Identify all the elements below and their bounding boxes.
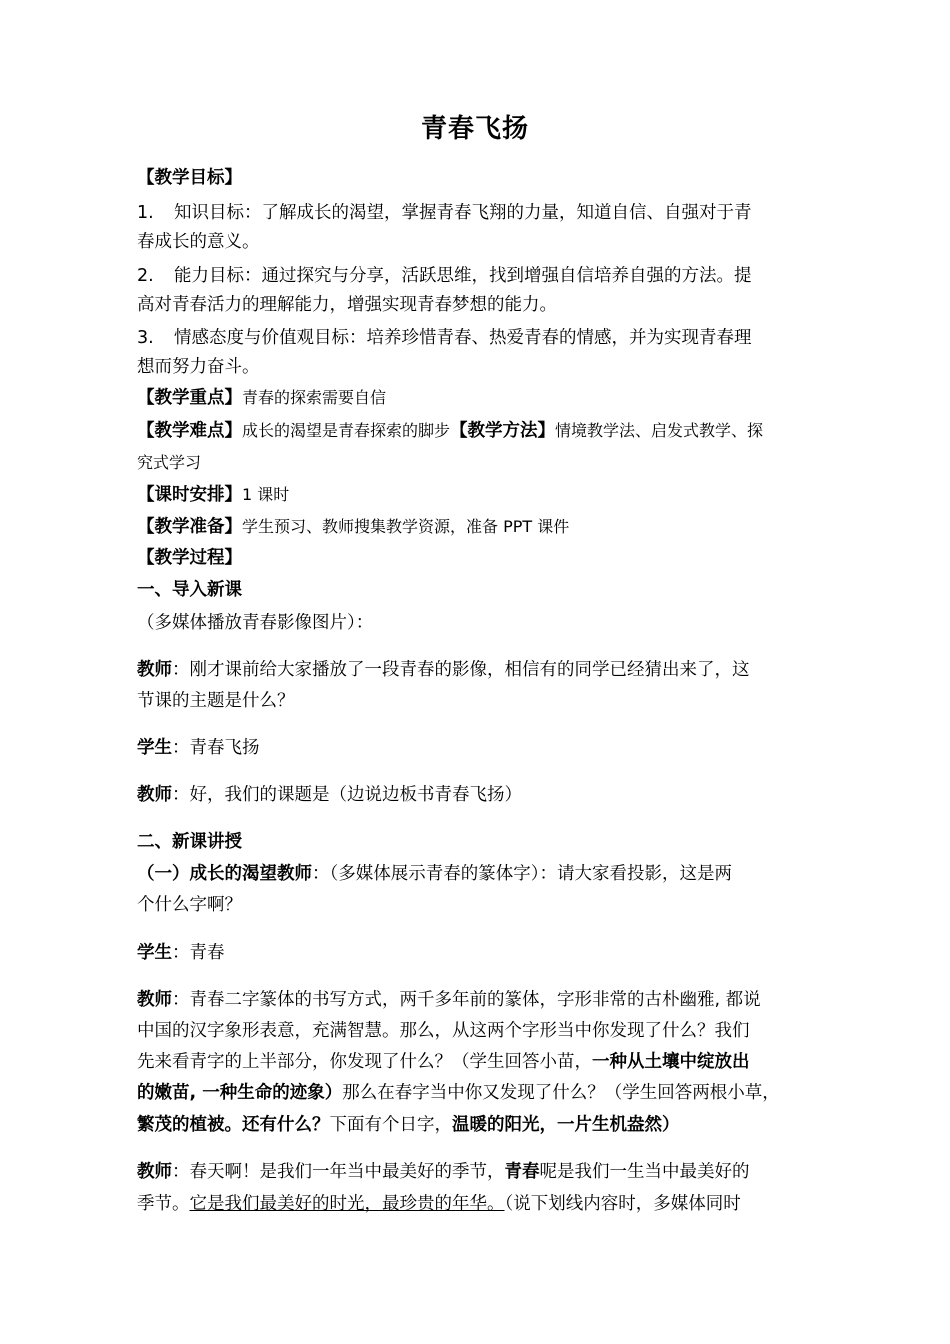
student-line-1 [137, 736, 837, 760]
goal-1 [137, 201, 837, 225]
text-segment: 季节。 [137, 1194, 190, 1214]
difficulty-label: 【教学难点】 [137, 421, 242, 441]
section-teaching-process: 【教学过程】 [137, 548, 242, 568]
teacher-line-2-text: 好，我们的课题是（边说边板书青春飞扬） [189, 785, 522, 805]
student-line-1-text: 青春飞扬 [189, 738, 260, 758]
teacher-line-1 [137, 658, 837, 682]
goal-3-text: 情感态度与价值观目标：培养珍惜青春、热爱青春的情感，并为实现青春理 [174, 328, 752, 348]
colon: ： [172, 785, 190, 805]
text-segment: 下面有个日字， [329, 1115, 452, 1135]
difficulty-text: 成长的渴望是青春探索的脚步 [242, 421, 451, 440]
colon: ： [172, 1162, 190, 1182]
method-label: 【教学方法】 [450, 421, 556, 441]
goal-2-text: 能力目标：通过探究与分享，活跃思维，找到增强自信培养自强的方法。提 [174, 266, 752, 286]
teacher-line-3 [137, 988, 837, 1012]
goal-1-text: 知识目标：了解成长的渴望，掌握青春飞翔的力量，知道自信、自强对于青 [174, 203, 752, 223]
preparation-label: 【教学准备】 [137, 517, 242, 537]
bold-segment: 青春 [504, 1162, 540, 1182]
bold-segment: 温暖的阳光，一片生机盎然） [452, 1115, 680, 1135]
speaker-student: 学生 [137, 738, 172, 758]
teacher-line-3-line-4 [137, 1081, 837, 1105]
speaker-teacher: 教师 [137, 1162, 172, 1182]
goal-3-continued: 想而努力奋斗。 [137, 357, 260, 377]
key-point-text: 青春的探索需要自信 [242, 388, 387, 407]
goal-1-continued: 春成长的意义。 [137, 232, 260, 252]
part-1-heading: 一、导入新课 [137, 580, 242, 600]
subheading-label: （一）成长的渴望教师 [137, 864, 312, 884]
document-title: 青春飞扬 [420, 114, 529, 144]
schedule-label: 【课时安排】 [137, 485, 242, 505]
colon: ： [172, 943, 190, 963]
text-segment: 呢是我们一生当中最美好的 [539, 1162, 750, 1182]
goal-2-continued: 高对青春活力的理解能力，增强实现青春梦想的能力。 [137, 295, 557, 315]
text-segment: 春天啊！是我们一年当中最美好的季节， [189, 1162, 505, 1182]
speaker-student: 学生 [137, 943, 172, 963]
teacher-line-1-text: 刚才课前给大家播放了一段青春的影像，相信有的同学已经猜出来了，这 [189, 660, 750, 680]
teacher-line-2 [137, 783, 837, 807]
colon: ： [172, 990, 190, 1010]
schedule-text: 1 课时 [242, 485, 290, 504]
bold-segment: 繁茂的植被。还有什么？ [137, 1115, 330, 1135]
bold-segment: 一种从土壤中绽放出 [592, 1052, 750, 1072]
method-continued: 究式学习 [137, 453, 202, 472]
teacher-line-4-line-2 [137, 1192, 837, 1216]
student-line-2 [137, 941, 837, 965]
teacher-line-4 [137, 1160, 837, 1184]
student-line-2-text: 青春 [189, 943, 225, 963]
section-teaching-goals: 【教学目标】 [137, 168, 242, 188]
teacher-line-3-line-3 [137, 1050, 837, 1074]
preparation [137, 515, 837, 539]
text-segment: 那么在春字当中你又发现了什么？（学生回答两根小草， [342, 1083, 780, 1103]
speaker-teacher: 教师 [137, 990, 172, 1010]
part-2-heading: 二、新课讲授 [137, 832, 242, 852]
text-segment: （说下划线内容时，多媒体同时 [504, 1194, 741, 1214]
colon: ： [172, 738, 190, 758]
teacher-line-3-text: 青春二字篆体的书写方式，两千多年前的篆体，字形非常的古朴幽雅, 都说 [189, 990, 761, 1010]
goal-3-number: 3. [137, 328, 154, 348]
goal-2 [137, 264, 837, 288]
key-point [137, 386, 837, 410]
speaker-teacher: 教师 [137, 660, 172, 680]
subheading-text: （多媒体展示青春的篆体字）：请大家看投影，这是两 [329, 864, 732, 884]
schedule [137, 483, 837, 507]
teacher-line-3-line-5 [137, 1113, 837, 1137]
colon: ： [172, 660, 190, 680]
key-point-label: 【教学重点】 [137, 388, 242, 408]
speaker-teacher: 教师 [137, 785, 172, 805]
goal-1-number: 1. [137, 203, 154, 223]
text-segment: 先来看青字的上半部分，你发现了什么？（学生回答小苗， [137, 1052, 592, 1072]
difficulty-and-method [137, 419, 837, 443]
part-2-subheading-continued: 个什么字啊？ [137, 895, 242, 915]
method-text: 情境教学法、启发式教学、探 [555, 421, 764, 440]
part-1-note: （多媒体播放青春影像图片）： [137, 613, 374, 633]
goal-2-number: 2. [137, 266, 154, 286]
colon: ： [312, 864, 330, 884]
teacher-line-1-continued: 节课的主题是什么？ [137, 691, 295, 711]
preparation-text: 学生预习、教师搜集教学资源，准备 PPT 课件 [242, 517, 570, 536]
underlined-segment: 它是我们最美好的时光，最珍贵的年华。 [189, 1194, 505, 1214]
bold-segment: 的嫩苗, 一种生命的迹象） [137, 1083, 343, 1103]
goal-3 [137, 326, 837, 350]
teacher-line-3-line-2: 中国的汉字象形表意，充满智慧。那么，从这两个字形当中你发现了什么？我们 [137, 1021, 750, 1041]
part-2-subheading [137, 862, 837, 886]
